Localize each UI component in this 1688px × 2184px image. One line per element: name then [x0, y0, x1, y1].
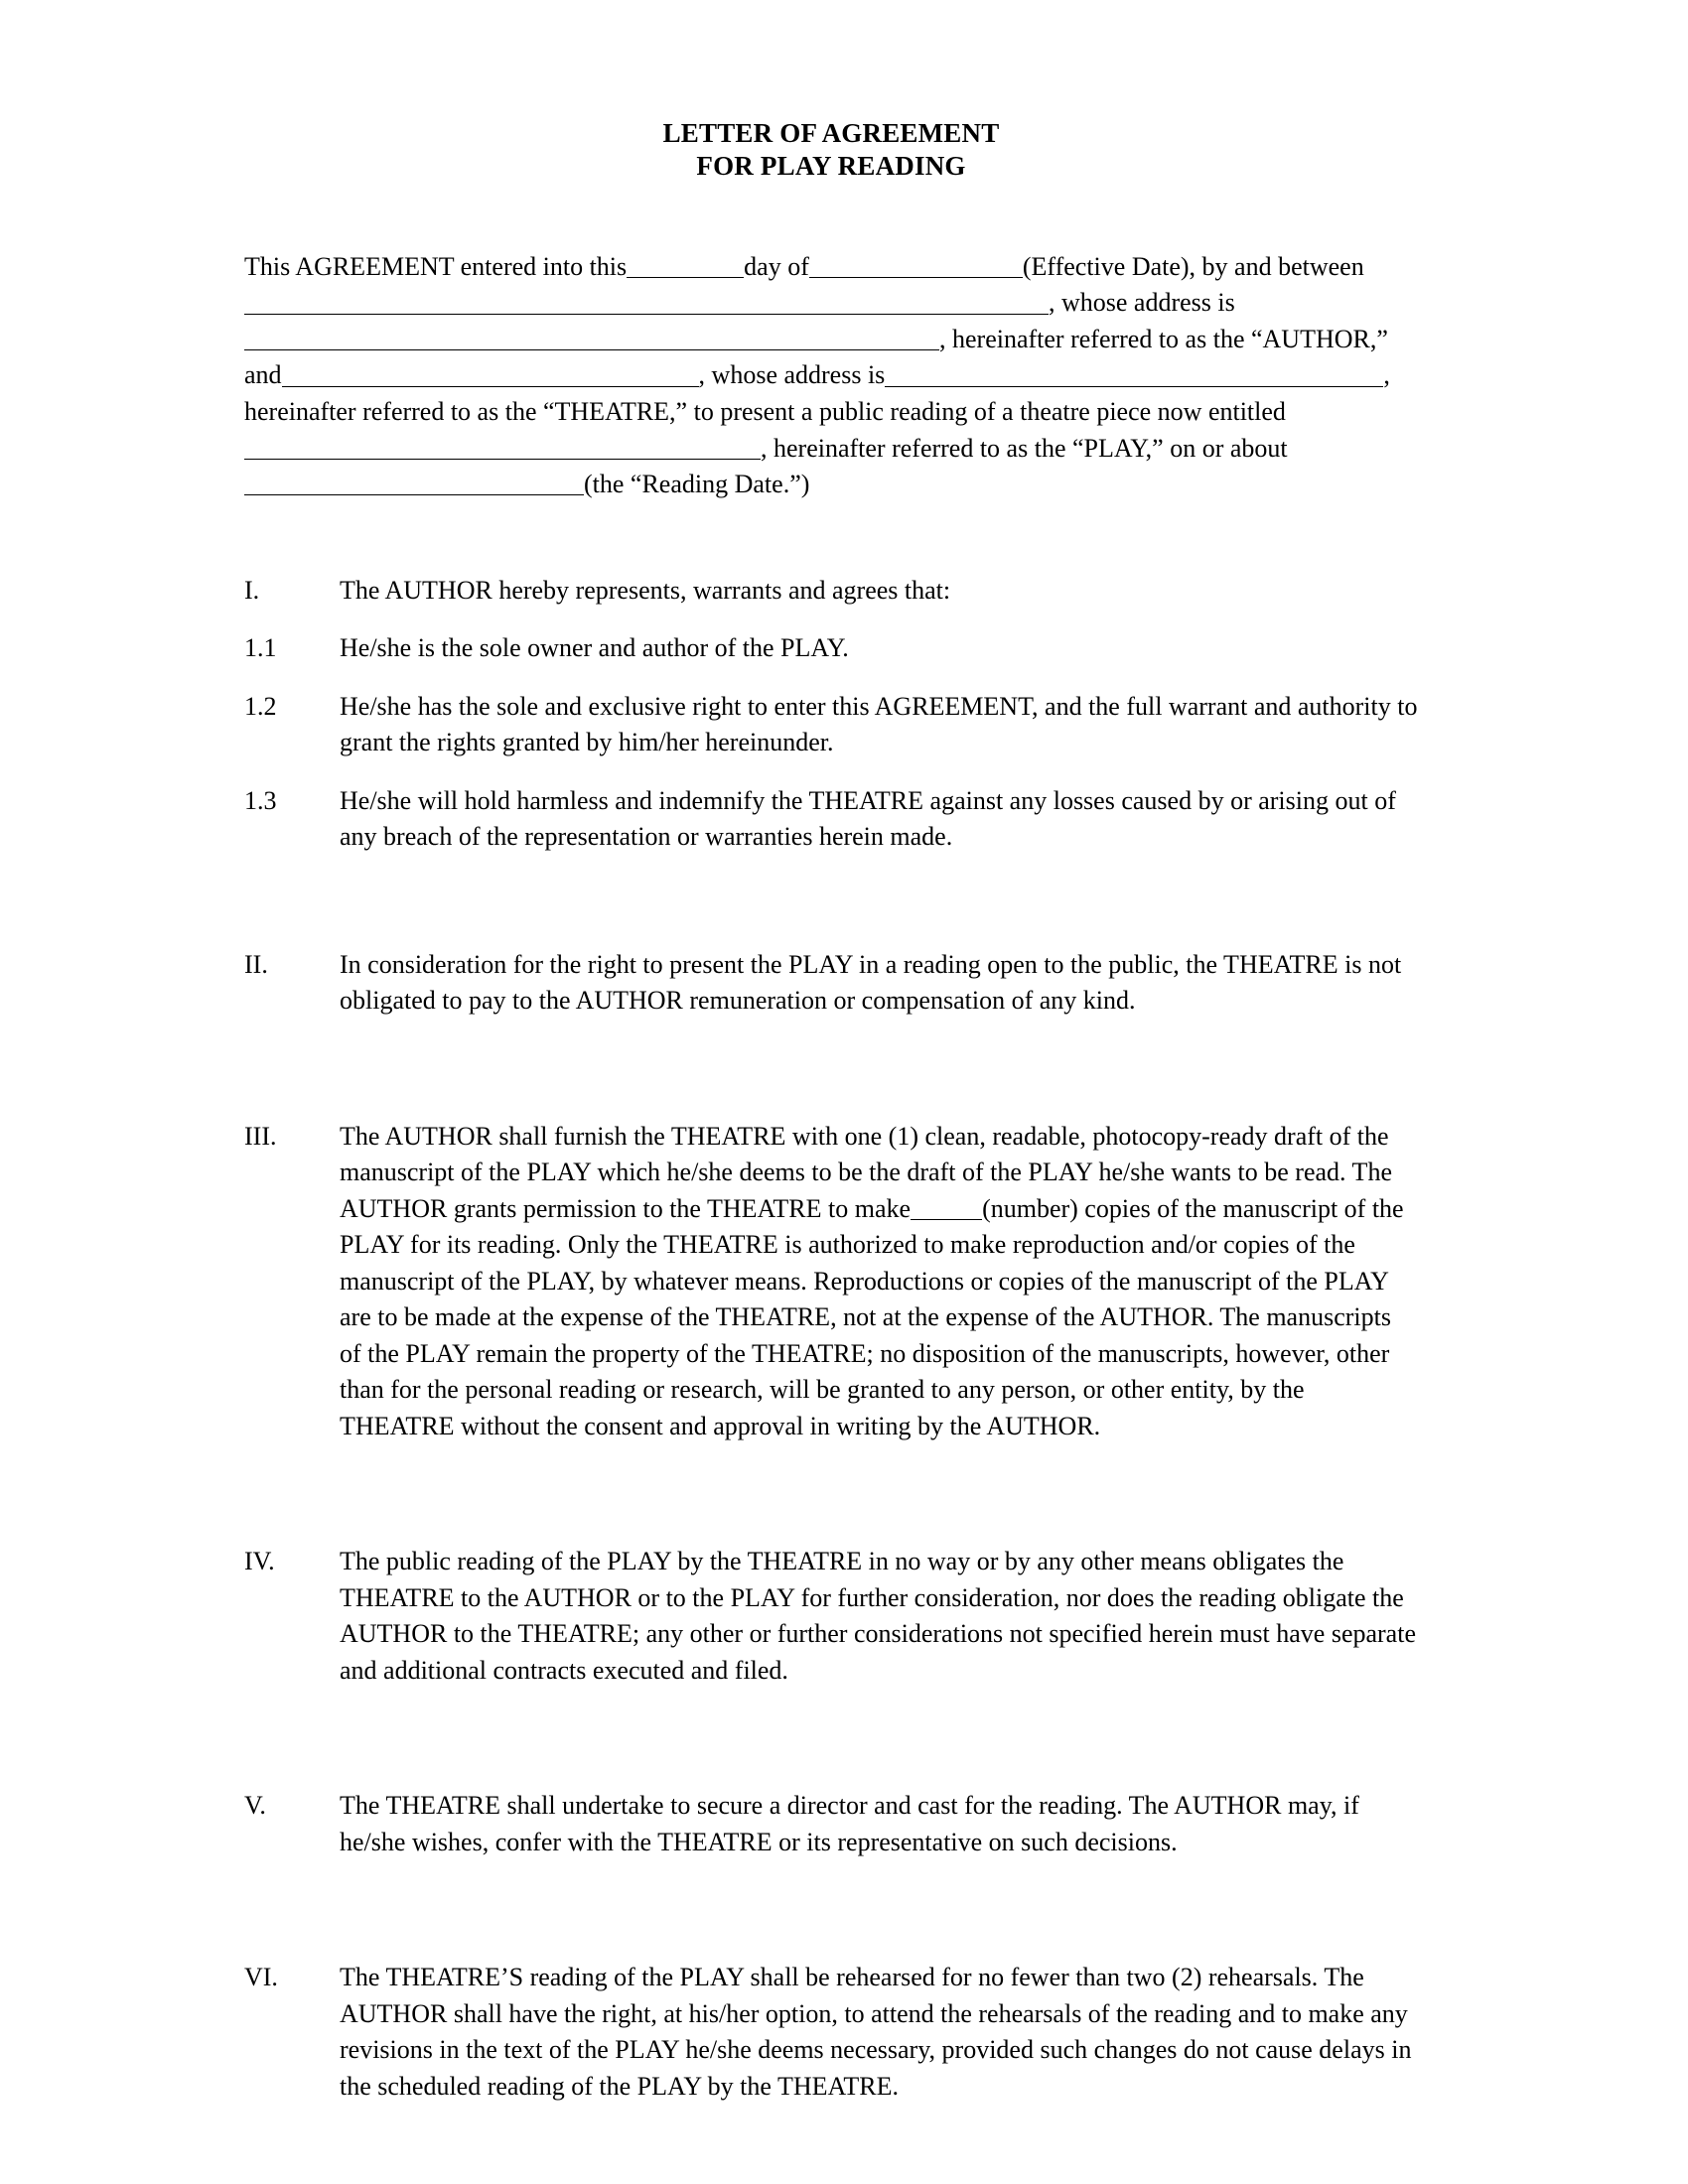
preamble-segment-6: , whose address is — [698, 360, 886, 390]
clause-text: He/she has the sole and exclusive right to enter this AGREEMENT, and the full warrant and authority to grant the rights granted by him/her hereinunder. — [340, 691, 1418, 757]
title-line-2: FOR PLAY READING — [696, 151, 966, 182]
agreement-preamble — [244, 249, 1418, 503]
blank-copies-number-field[interactable] — [911, 1194, 982, 1220]
clause-spacer — [244, 1860, 1418, 1960]
clause-text: The THEATRE’S reading of the PLAY shall be rehearsed for no fewer than two (2) rehearsals. The AUTHOR shall have the right, at his/her option, to attend the rehearsals of the reading and to make any revisions in the text of the PLAY he/she deems necessary, provided such changes do not cause delays in the scheduled reading of the PLAY by the THEATRE. — [340, 1963, 1412, 2101]
preamble-segment-1: This AGREEMENT entered into this — [244, 251, 628, 281]
clause-list — [244, 573, 1418, 2106]
preamble-segment-9: (the “Reading Date.”) — [584, 470, 810, 499]
clause-number: VI. — [244, 1963, 278, 1992]
clause-vi — [244, 1960, 1418, 2105]
clause-1-3 — [244, 783, 1418, 856]
clause-spacer — [244, 1689, 1418, 1788]
clause-text: He/she will hold harmless and indemnify the THEATRE against any losses caused by or arising out of any breach of the representation or warranties herein made. — [340, 785, 1396, 852]
clause-iii — [244, 1119, 1418, 1445]
clause-1-2 — [244, 689, 1418, 761]
clause-number: I. — [244, 575, 260, 605]
clause-text: The AUTHOR hereby represents, warrants and agrees that: — [340, 575, 951, 605]
document-title — [244, 117, 1418, 184]
clause-spacer — [244, 856, 1418, 947]
blank-theatre-address-field-part1[interactable] — [885, 361, 1170, 387]
preamble-paragraph — [244, 249, 1418, 503]
clause-spacer — [244, 609, 1418, 630]
clause-text: The THEATRE shall undertake to secure a director and cast for the reading. The AUTHOR may, if he/she wishes, confer with the THEATRE or its representative on such decisions. — [340, 1791, 1359, 1856]
clause-iii-text-part-2: (number) copies of the manuscript of the PLAY for its reading. Only the THEATRE is authorized to make reproduction and/or copies of the manuscript of the PLAY, by whatever means. Reproductions or copies of the manuscript of the PLAY are to be made at the expense of the THEATRE, not at the expense of the AUTHOR. The manuscripts of the PLAY remain the property of the THEATRE; no disposition of the manuscripts, however, other than for the personal reading or research, will be granted to any person, or other entity, by the THEATRE without the consent and approval in writing by the AUTHOR. — [340, 1193, 1404, 1440]
clause-spacer — [244, 761, 1418, 783]
preamble-segment-2: day of — [744, 251, 809, 281]
clause-text: The public reading of the PLAY by the THEATRE in no way or by any other means obligates the THEATRE to the AUTHOR or to the PLAY for further consideration, nor does the reading obligate the AUTHOR to the THEATRE; any other or further considerations not specified herein must have separate and additional contracts executed and filed. — [340, 1547, 1416, 1685]
clause-number: 1.2 — [244, 691, 277, 721]
clause-number: IV. — [244, 1547, 275, 1576]
clause-1-1 — [244, 630, 1418, 667]
blank-author-name-field[interactable] — [244, 289, 1049, 315]
blank-theatre-address-field-part2[interactable] — [1170, 361, 1383, 387]
clause-i — [244, 573, 1418, 610]
clause-spacer — [244, 1020, 1418, 1119]
preamble-segment-8: , hereinafter referred to as the “PLAY,” on or about — [761, 433, 1288, 463]
clause-text: He/she is the sole owner and author of the PLAY. — [340, 633, 849, 663]
blank-author-address-field[interactable] — [244, 325, 939, 350]
clause-number: III. — [244, 1121, 277, 1151]
preamble-segment-3: (Effective Date), by and between — [1022, 251, 1364, 281]
clause-iii-text-part-1: The AUTHOR shall furnish the THEATRE with one (1) clean, readable, photocopy-ready draft of the manuscript of the PLAY which he/she deems to be the draft of the PLAY he/she wants to be read. The AUTHOR grants permission to the THEATRE to make — [340, 1121, 1392, 1223]
title-line-1: LETTER OF AGREEMENT — [662, 118, 1000, 148]
clause-number: 1.3 — [244, 785, 277, 815]
preamble-segment-5: , hereinafter referred to as the “AUTHOR,” and — [244, 324, 1388, 390]
clause-v — [244, 1788, 1418, 1860]
blank-theatre-name-field[interactable] — [282, 361, 699, 387]
preamble-segment-7: , hereinafter referred to as the “THEATRE,” to present a public reading of a theatre piece now entitled — [244, 360, 1390, 426]
clause-number: 1.1 — [244, 633, 277, 663]
document-content — [244, 117, 1418, 2105]
clause-spacer — [244, 1444, 1418, 1544]
blank-play-title-field[interactable] — [244, 434, 761, 460]
clause-iv — [244, 1544, 1418, 1689]
blank-effective-date-field[interactable] — [809, 252, 1023, 278]
clause-number: II. — [244, 949, 268, 979]
clause-ii — [244, 947, 1418, 1020]
clause-number: V. — [244, 1791, 266, 1821]
clause-text: In consideration for the right to present the PLAY in a reading open to the public, the THEATRE is not obligated to pay to the AUTHOR remuneration or compensation of any kind. — [340, 949, 1402, 1016]
clause-text — [340, 1119, 1418, 1445]
blank-reading-date-field[interactable] — [244, 470, 584, 495]
blank-day-field[interactable] — [627, 252, 744, 278]
clause-spacer — [244, 667, 1418, 689]
preamble-segment-4: , whose address is — [1049, 288, 1235, 318]
